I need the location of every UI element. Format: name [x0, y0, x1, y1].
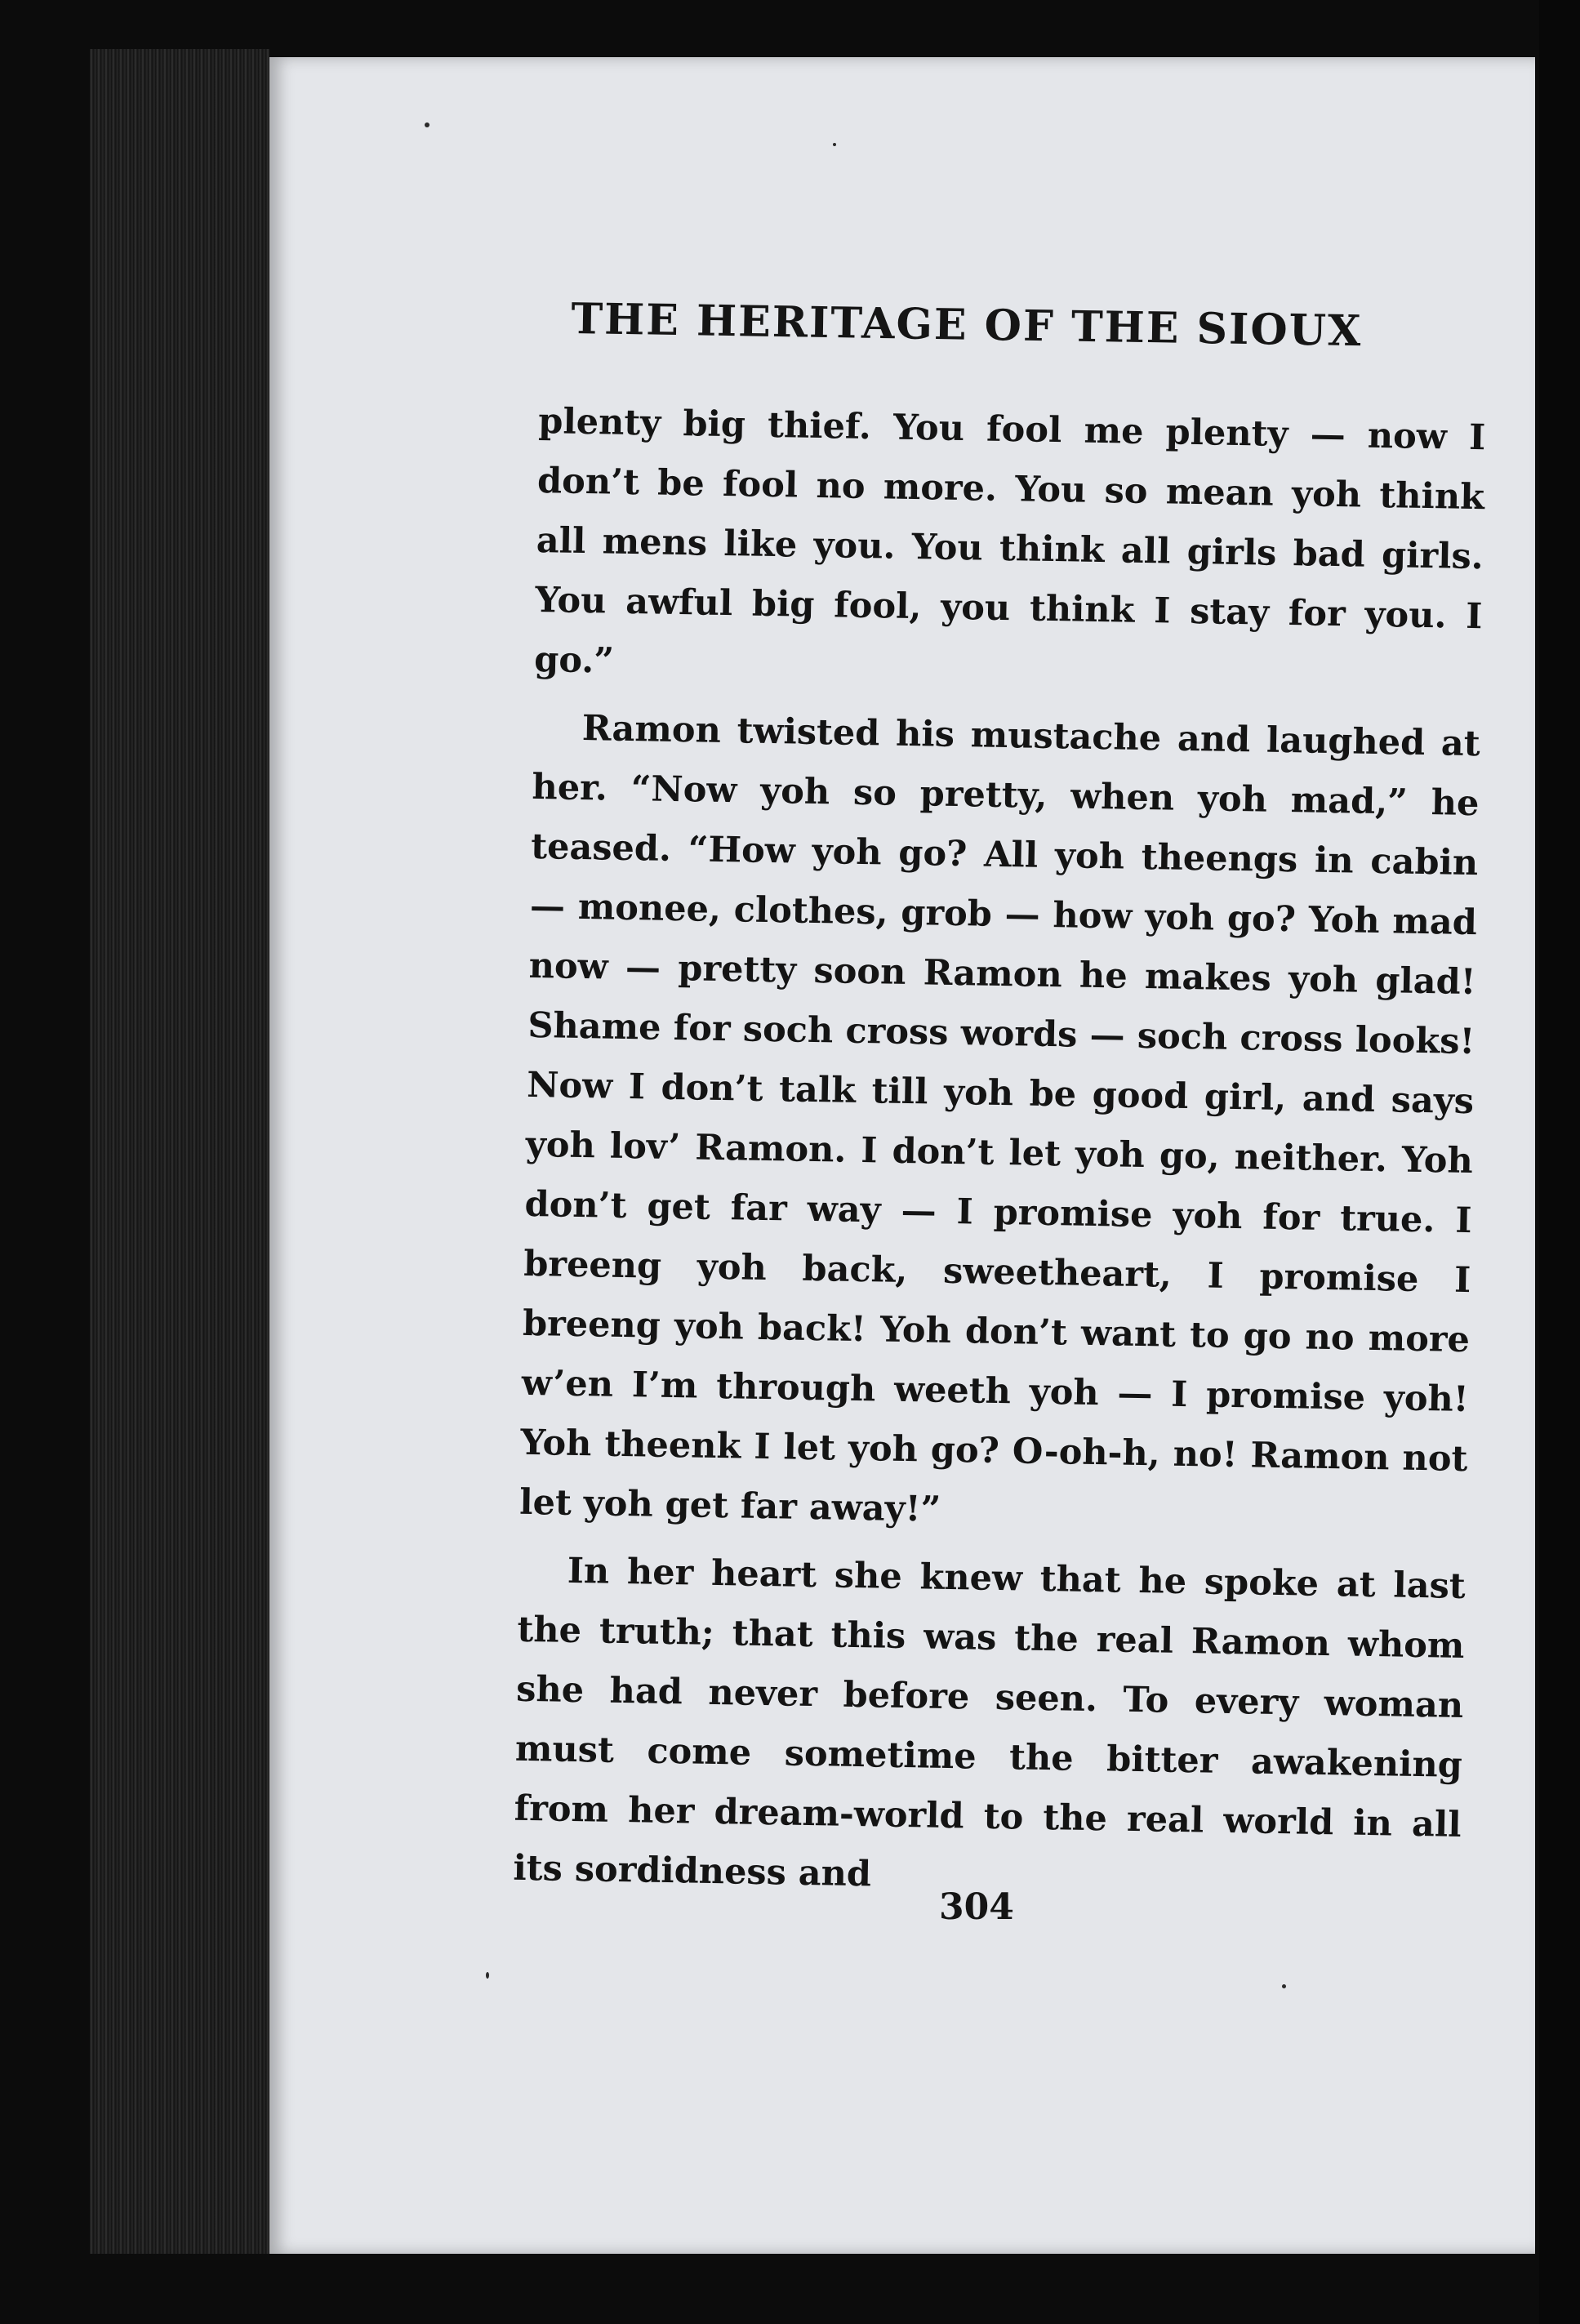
- paper-speck: [425, 122, 429, 127]
- paragraph: Ramon twisted his mustache and laughed at her. “Now yoh so pretty, when yoh mad,” he teased. “How yoh go? All yoh theengs in cabin — monee, clothes, grob — how yoh go? Yoh mad now — pretty soon Ramon he makes yoh glad! Shame for soch cross words — soch cross looks! Now I don’t talk till yoh be good girl, and says yoh lov’ Ramon. I don’t let yoh go, neither. Yoh don’t get far way — I promise yoh for true. I breeng yoh back, sweetheart, I promise I breeng yoh back! Yoh don’t want to go no more w’en I’m through weeth yoh — I promise yoh! Yoh theenk I let yoh go? O-oh-h, no! Ramon not let yoh get far away!”: [519, 707, 1481, 1530]
- book-fore-edge: [90, 49, 269, 2254]
- scan-border: [1539, 0, 1580, 2324]
- paragraph: plenty big thief. You fool me plenty — now I don’t be fool no more. You so mean yoh think all mens like you. You think all girls bad girls. You awful big fool, you think I stay for you. I go.”: [533, 400, 1486, 682]
- paper-speck: [1282, 1984, 1286, 1988]
- paper-speck: [833, 143, 836, 146]
- paragraph: In her heart she knew that he spoke at last the truth; that this was the real Ramon whom she had never before seen. To every woman must come sometime the bitter awakening from her dream-world to the real world in all its sordidness and: [513, 1550, 1467, 1895]
- page-number: 304: [939, 1886, 1014, 1928]
- body-text: [513, 392, 1486, 1915]
- running-head: THE HERITAGE OF THE SIOUX: [571, 294, 1363, 357]
- paper-speck: [486, 1972, 489, 1979]
